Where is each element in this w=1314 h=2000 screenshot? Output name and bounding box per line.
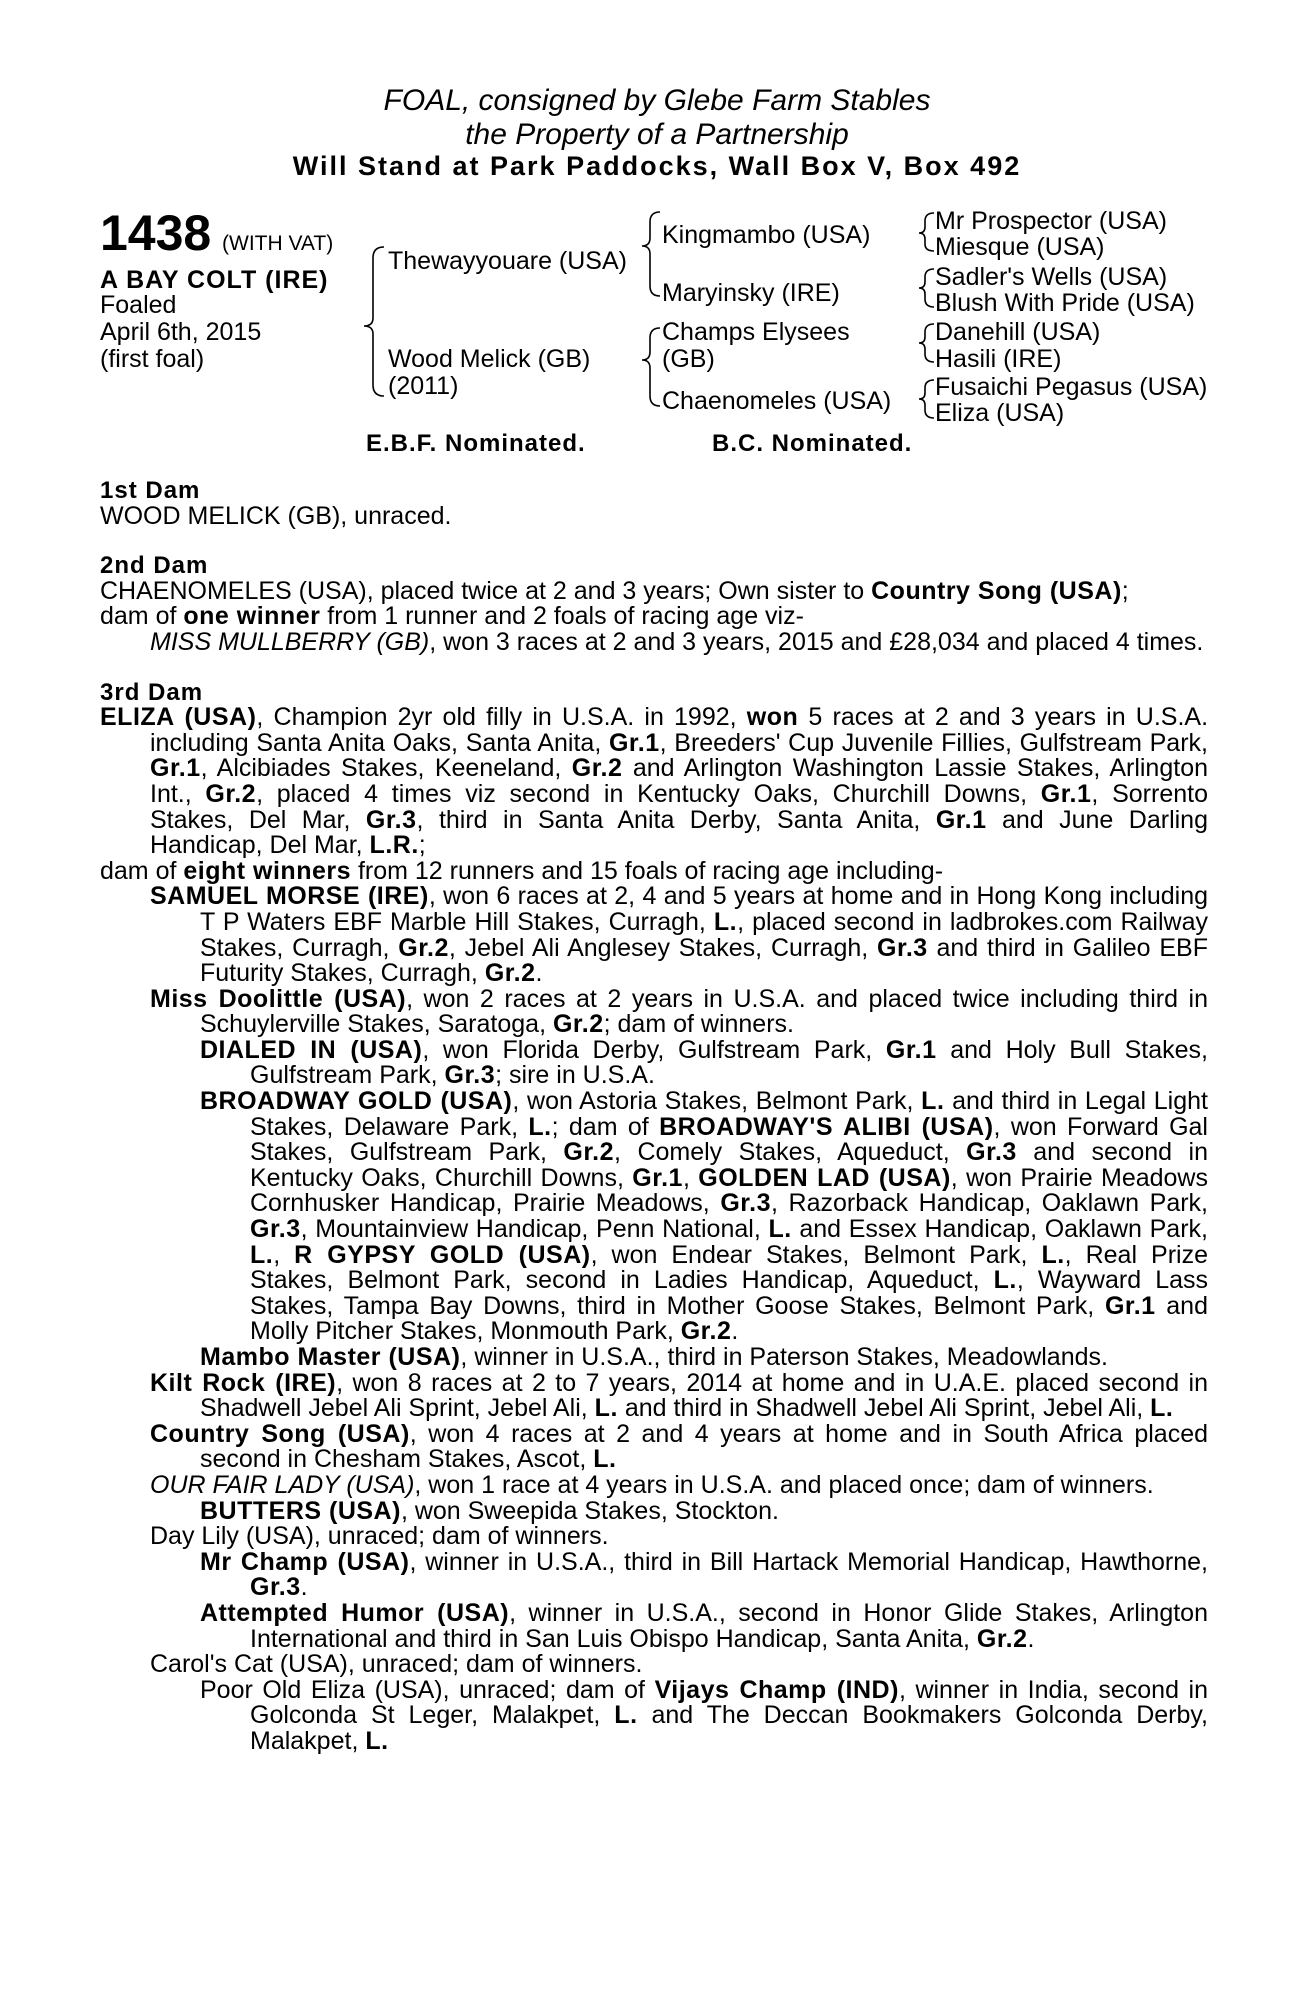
catalogue-body	[100, 478, 1208, 1755]
brace-sire	[642, 212, 660, 296]
brace-ss	[919, 213, 934, 251]
dam2-line-2: dam of one winner from 1 runner and 2 foals of racing age viz-	[100, 602, 804, 631]
dam3-heading: 3rd Dam	[100, 678, 204, 706]
pedigree-dd: Chaenomeles (USA)	[662, 387, 892, 415]
lot-title: A BAY COLT (IRE)	[100, 266, 329, 294]
dam2-line-1: CHAENOMELES (USA), placed twice at 2 and 3 years; Own sister to Country Song (USA);	[100, 576, 1129, 605]
pedigree-ddd: Eliza (USA)	[935, 399, 1065, 427]
dam3-eliza: ELIZA (USA), Champion 2yr old filly in U.S.A. in 1992, won 5 races at 2 and 3 years in U.S.A. including Santa Anita Oaks, Santa Anita, Gr.1, Breeders' Cup Juvenile Fillies, Gulfstream Park, Gr.1, Alcibiades Stakes, Keeneland, Gr.2 and Arlington Washington Lassie Stakes, Arlington Int., Gr.2, placed 4 times viz second in Kentucky Oaks, Churchill Downs, Gr.1, Sorrento Stakes, Del Mar, Gr.3, third in Santa Anita Derby, Santa Anita, Gr.1 and June Darling Handicap, Del Mar, L.R.;	[100, 703, 1209, 860]
pedigree-dsd: Hasili (IRE)	[935, 345, 1062, 373]
pedigree-ss: Kingmambo (USA)	[662, 221, 871, 249]
pedigree-ssd: Miesque (USA)	[935, 233, 1105, 261]
progeny-attempted-humor: Attempted Humor (USA), winner in U.S.A., second in Honor Glide Stakes, Arlington International and third in San Luis Obispo Handicap, Santa Anita, Gr.2.	[200, 1598, 1208, 1653]
progeny-our-fair-lady: OUR FAIR LADY (USA), won 1 race at 4 years in U.S.A. and placed once; dam of winners.	[150, 1470, 1154, 1499]
brace-main	[364, 247, 384, 396]
pedigree-ds-2: (GB)	[662, 345, 715, 373]
progeny-samuel-morse: SAMUEL MORSE (IRE), won 6 races at 2, 4 and 5 years at home and in Hong Kong including T P Waters EBF Marble Hill Stakes, Curragh, L., placed second in ladbrokes.com Railway Stakes, Curragh, Gr.2, Jebel Ali Anglesey Stakes, Curragh, Gr.3 and third in Galileo EBF Futurity Stakes, Curragh, Gr.2.	[150, 882, 1209, 988]
progeny-carols-cat: Carol's Cat (USA), unraced; dam of winners.	[150, 1650, 643, 1679]
lot-date: April 6th, 2015	[100, 318, 262, 346]
pedigree-sds: Sadler's Wells (USA)	[935, 263, 1168, 291]
bc-nominated: B.C. Nominated.	[712, 430, 913, 457]
dam2-heading: 2nd Dam	[100, 552, 209, 580]
brace-sd	[919, 269, 934, 307]
pedigree-sire: Thewayyouare (USA)	[388, 247, 627, 275]
progeny-dialed-in: DIALED IN (USA), won Florida Derby, Gulfstream Park, Gr.1 and Holy Bull Stakes, Gulfstream Park, Gr.3; sire in U.S.A.	[200, 1035, 1208, 1090]
progeny-miss-doolittle: Miss Doolittle (USA), won 2 races at 2 years in U.S.A. and placed twice including third in Schuylerville Stakes, Saratoga, Gr.2; dam of winners.	[150, 984, 1208, 1039]
lot-number: 1438	[100, 205, 212, 261]
progeny-mr-champ: Mr Champ (USA), winner in U.S.A., third in Bill Hartack Memorial Handicap, Hawthorne, Gr.3.	[200, 1547, 1209, 1602]
pedigree-sd: Maryinsky (IRE)	[662, 279, 840, 307]
brace-ds	[919, 324, 934, 362]
progeny-butters: BUTTERS (USA), won Sweepida Stakes, Stockton.	[200, 1496, 779, 1525]
pedigree-sss: Mr Prospector (USA)	[935, 207, 1167, 235]
brace-dd	[919, 380, 934, 418]
dam3-dam-of: dam of eight winners from 12 runners and 15 foals of racing age including-	[100, 856, 944, 885]
dam1-heading: 1st Dam	[100, 477, 201, 504]
progeny-day-lily: Day Lily (USA), unraced; dam of winners.	[150, 1522, 609, 1551]
pedigree-sdd: Blush With Pride (USA)	[935, 289, 1195, 317]
progeny-broadway-gold: BROADWAY GOLD (USA), won Astoria Stakes, Belmont Park, L. and third in Legal Light Stakes, Delaware Park, L.; dam of BROADWAY'S ALIBI (USA), won Forward Gal Stakes, Gulfstream Park, Gr.2, Comely Stakes, Aqueduct, Gr.3 and second in Kentucky Oaks, Churchill Downs, Gr.1, GOLDEN LAD (USA), won Prairie Meadows Cornhusker Handicap, Prairie Meadows, Gr.3, Razorback Handicap, Oaklawn Park, Gr.3, Mountainview Handicap, Penn National, L. and Essex Handicap, Oaklawn Park, L., R GYPSY GOLD (USA), won Endear Stakes, Belmont Park, L., Real Prize Stakes, Belmont Park, second in Ladies Handicap, Aqueduct, L., Wayward Lass Stakes, Tampa Bay Downs, third in Mother Goose Stakes, Belmont Park, Gr.1 and Molly Pitcher Stakes, Monmouth Park, Gr.2.	[200, 1087, 1209, 1346]
pedigree-ds: Champs Elysees	[662, 318, 850, 346]
pedigree-dam: Wood Melick (GB)	[388, 345, 591, 373]
header-line-1: FOAL, consigned by Glebe Farm Stables	[383, 84, 931, 117]
header-line-3: Will Stand at Park Paddocks, Wall Box V, Box 492	[292, 151, 1022, 181]
progeny-country-song: Country Song (USA), won 4 races at 2 and 4 years at home and in South Africa placed second in Chesham Stakes, Ascot, L.	[150, 1419, 1209, 1474]
brace-dam	[642, 328, 660, 406]
progeny-mambo-master: Mambo Master (USA), winner in U.S.A., third in Paterson Stakes, Meadowlands.	[200, 1343, 1108, 1371]
pedigree-dss: Danehill (USA)	[935, 318, 1101, 346]
progeny-kilt-rock: Kilt Rock (IRE), won 8 races at 2 to 7 years, 2014 at home and in U.A.E. placed second in Shadwell Jebel Ali Sprint, Jebel Ali, L. and third in Shadwell Jebel Ali Sprint, Jebel Ali, L.	[150, 1368, 1208, 1423]
lot-note: (first foal)	[100, 345, 205, 373]
pedigree-dam-year: (2011)	[388, 372, 459, 400]
header-line-2: the Property of a Partnership	[465, 118, 849, 151]
progeny-poor-old-eliza: Poor Old Eliza (USA), unraced; dam of Vijays Champ (IND), winner in India, second in Golconda St Leger, Malakpet, L. and The Deccan Bookmakers Golconda Derby, Malakpet, L.	[200, 1675, 1208, 1755]
dam1-text: WOOD MELICK (GB), unraced.	[100, 501, 452, 530]
lot-vat: (WITH VAT)	[222, 232, 334, 255]
dam2-progeny-miss-mullberry: MISS MULLBERRY (GB), won 3 races at 2 and 3 years, 2015 and £28,034 and placed 4 times.	[150, 627, 1204, 656]
lot-foaled: Foaled	[100, 291, 177, 319]
ebf-nominated: E.B.F. Nominated.	[366, 430, 586, 457]
pedigree-dds: Fusaichi Pegasus (USA)	[935, 373, 1208, 401]
